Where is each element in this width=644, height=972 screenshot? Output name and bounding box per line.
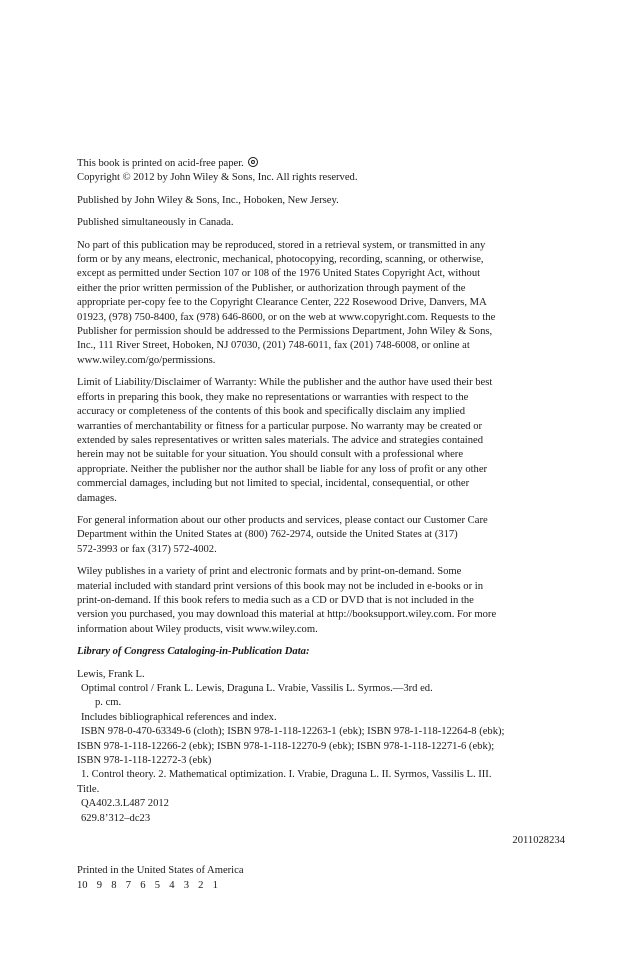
- lccn-number: 2011028234: [512, 835, 565, 847]
- disclaimer-line: efforts in preparing this book, they make no representations or warranties with respect to the: [77, 391, 469, 403]
- disclaimer-line: Limit of Liability/Disclaimer of Warranty: While the publisher and the author have used their best: [77, 377, 493, 389]
- disclaimer-line: damages.: [77, 492, 117, 504]
- printed-in-notice: Printed in the United States of America: [77, 865, 244, 877]
- print-number: 6: [140, 879, 146, 891]
- print-number: 9: [96, 879, 103, 891]
- disclaimer-line: herein may not be suitable for your situation. You should consult with a professional where: [77, 449, 464, 461]
- cip-title: Optimal control / Frank L. Lewis, Draguna L. Vrabie, Vassilis L. Syrmos.—3rd ed.: [81, 683, 433, 694]
- reproduction-line: appropriate per-copy fee to the Copyright Clearance Center, 222 Rosewood Drive, Danvers, MA: [77, 297, 487, 309]
- print-number: 2: [198, 879, 204, 891]
- cip-record: [77, 668, 565, 826]
- cip-subjects-line: 1. Control theory. 2. Mathematical optimization. I. Vrabie, Draguna L. II. Syrmos, Vassilis L. III.: [81, 769, 492, 781]
- print-number: 1: [212, 879, 218, 891]
- reproduction-notice: [77, 239, 565, 369]
- acid-free-notice: [77, 157, 565, 171]
- acid-free-text: This book is printed on acid-free paper.: [77, 158, 244, 169]
- reproduction-line: either the prior written permission of the Publisher, or authorization through payment of the: [77, 282, 466, 294]
- cip-heading: Library of Congress Cataloging-in-Publication Data:: [77, 646, 310, 658]
- publisher-notice: Published by John Wiley & Sons, Inc., Hoboken, New Jersey.: [77, 194, 339, 206]
- general-info-line: Department within the United States at (800) 762-2974, outside the United States at (317): [77, 529, 458, 541]
- formats-line: version you purchased, you may download this material at http://booksupport.wiley.com. For more: [77, 609, 497, 621]
- general-info-notice: [77, 514, 565, 557]
- print-number: 4: [169, 879, 175, 891]
- formats-line: Wiley publishes in a variety of print and electronic formats and by print-on-demand. Some: [77, 566, 462, 578]
- cip-subjects-line: Title.: [77, 783, 100, 795]
- formats-line: print-on-demand. If this book refers to media such as a CD or DVD that is not included in the: [77, 594, 474, 606]
- cip-isbn-line: ISBN 978-1-118-12272-3 (ebk): [77, 755, 212, 767]
- disclaimer-line: accuracy or completeness of the contents of this book and specifically disclaim any implied: [77, 406, 466, 418]
- print-number: 5: [154, 879, 161, 891]
- formats-line: material included with standard print versions of this book may not be included in e-books or in: [77, 580, 484, 592]
- copyright-page: [77, 157, 565, 893]
- print-number: 10: [77, 879, 88, 891]
- cip-pages: p. cm.: [95, 697, 122, 709]
- reproduction-line: Inc., 111 River Street, Hoboken, NJ 07030, (201) 748-6011, fax (201) 748-6008, or online at: [77, 340, 470, 352]
- copyright-notice: Copyright © 2012 by John Wiley & Sons, Inc. All rights reserved.: [77, 172, 358, 184]
- disclaimer-line: warranties of merchantability or fitness for a particular purpose. No warranty may be created or: [77, 420, 483, 432]
- reproduction-line: form or by any means, electronic, mechanical, photocopying, recording, scanning, or otherwise,: [77, 254, 484, 266]
- general-info-line: 572-3993 or fax (317) 572-4002.: [77, 543, 217, 555]
- cip-call-number: QA402.3.L487 2012: [81, 798, 169, 810]
- reproduction-line: Publisher for permission should be addressed to the Permissions Department, John Wiley & Sons,: [77, 326, 493, 338]
- disclaimer-notice: [77, 376, 565, 506]
- disclaimer-line: appropriate. Neither the publisher nor the author shall be liable for any loss of profit or any other: [77, 463, 488, 475]
- print-number: 8: [111, 879, 117, 891]
- acid-free-paper-icon: [248, 157, 258, 167]
- general-info-line: For general information about our other products and services, please contact our Customer Care: [77, 514, 488, 526]
- reproduction-line: www.wiley.com/go/permissions.: [77, 354, 216, 366]
- cip-includes: Includes bibliographical references and index.: [81, 711, 277, 723]
- print-number: 7: [125, 879, 132, 891]
- formats-notice: [77, 565, 565, 637]
- cip-dewey: 629.8’312–dc23: [81, 812, 151, 824]
- reproduction-line: 01923, (978) 750-8400, fax (978) 646-8600, or on the web at www.copyright.com. Requests to the: [77, 311, 496, 323]
- disclaimer-line: commercial damages, including but not limited to special, incidental, consequential, or other: [77, 478, 470, 490]
- canada-notice: Published simultaneously in Canada.: [77, 217, 234, 229]
- formats-line: information about Wiley products, visit www.wiley.com.: [77, 623, 318, 635]
- cip-author: Lewis, Frank L.: [77, 668, 145, 680]
- reproduction-line: No part of this publication may be reproduced, stored in a retrieval system, or transmitted in any: [77, 239, 486, 251]
- cip-isbn-line: ISBN 978-1-118-12266-2 (ebk); ISBN 978-1-118-12270-9 (ebk); ISBN 978-1-118-12271-6 (ebk);: [77, 740, 495, 752]
- cip-isbn-line: ISBN 978-0-470-63349-6 (cloth); ISBN 978-1-118-12263-1 (ebk); ISBN 978-1-118-12264-8 (ebk);: [81, 726, 505, 738]
- reproduction-line: except as permitted under Section 107 or 108 of the 1976 United States Copyright Act, without: [77, 268, 481, 280]
- print-number: 3: [183, 879, 189, 891]
- print-line-numbers: [77, 879, 565, 893]
- disclaimer-line: extended by sales representatives or written sales materials. The advice and strategies contained: [77, 434, 484, 446]
